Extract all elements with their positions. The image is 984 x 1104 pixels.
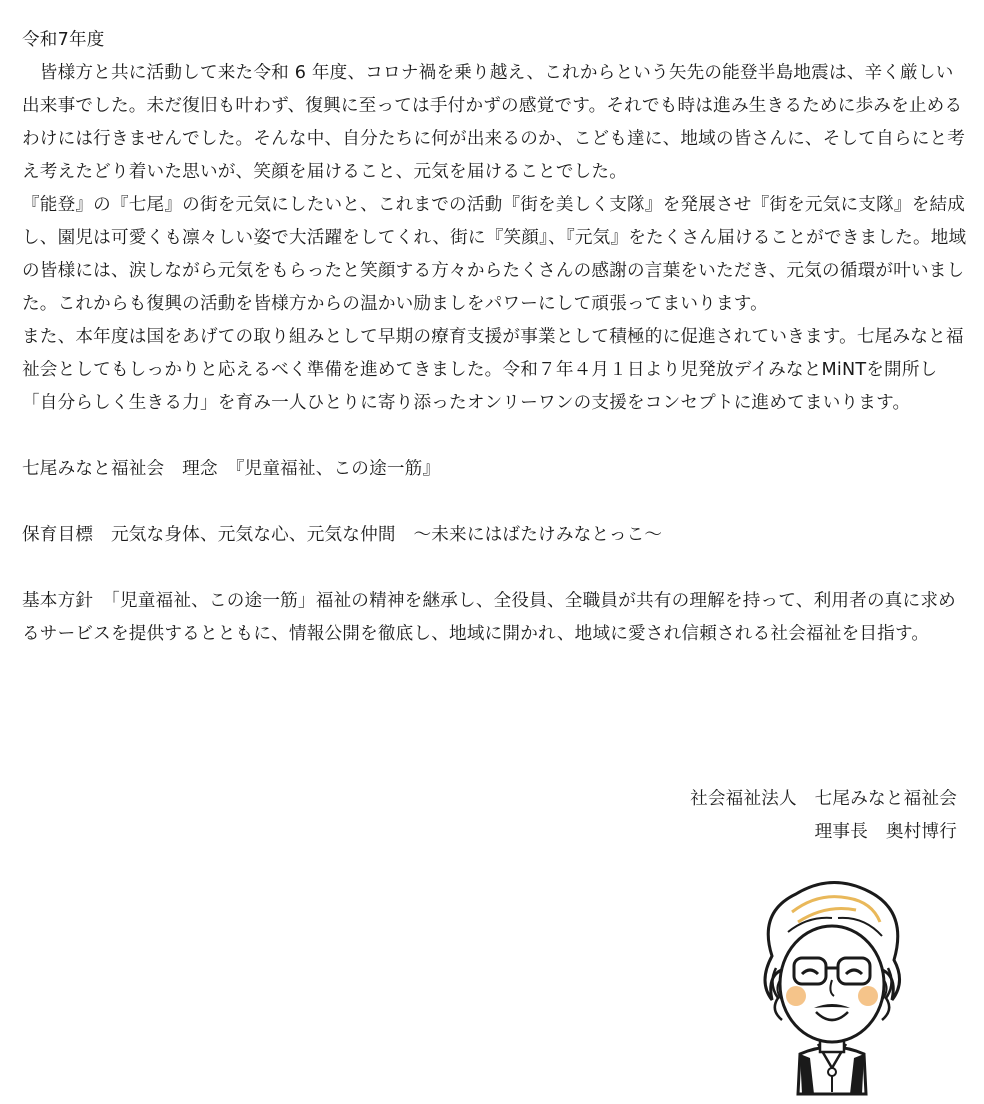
philosophy-line: 七尾みなと福祉会 理念 『児童福祉、この途一筋』 (22, 459, 441, 479)
support-paragraph: また、本年度は国をあげての取り組みとして早期の療育支援が事業として積極的に促進されていきます。七尾みなと福祉会としてもしっかりと応えるべく準備を進めてきました。令和７年４月１日より児発放デイみなとMiNTを開所し「自分らしく生きる力」を育み一人ひとりに寄り添ったオンリーワンの支援をコンセプトに進めてまいります。 (22, 327, 964, 413)
bolo-tie (828, 1068, 836, 1076)
chairman-name: 理事長 奥村博行 (814, 822, 957, 842)
goal-line: 保育目標 元気な身体、元気な心、元気な仲間 ～未来にはばたけみなとっこ～ (22, 525, 663, 545)
spacer (22, 420, 968, 453)
spacer (22, 552, 968, 585)
chairman-portrait-icon (748, 872, 916, 1096)
signature-block (690, 783, 957, 849)
cheek-left (786, 986, 806, 1006)
intro-paragraph: 皆様方と共に活動して来た令和 6 年度、コロナ禍を乗り越え、これからという矢先の能登半島地震は、辛く厳しい出来事でした。未だ復旧も叶わず、復興に至っては手付かずの感覚です。それでも時は進み生きるために歩みを止めるわけには行きませんでした。そんな中、自分たちに何が出来るのか、こども達に、地域の皆さんに、そして自らにと考え考えたどり着いた思いが、笑顔を届けること、元気を届けることでした。 (22, 63, 966, 182)
organization-name: 社会福祉法人 七尾みなと福祉会 (690, 789, 957, 809)
policy-paragraph: 基本方針 「児童福祉、この途一筋」福祉の精神を継承し、全役員、全職員が共有の理解を持って、利用者の真に求めるサービスを提供するとともに、情報公開を徹底し、地域に開かれ、地域に愛され信頼される社会福祉を目指す。 (22, 591, 956, 644)
greeting-document (22, 24, 968, 651)
activity-paragraph: 『能登』の『七尾』の街を元気にしたいと、これまでの活動『街を美しく支隊』を発展させ『街を元気に支隊』を結成し、園児は可愛くも凛々しい姿で大活躍をしてくれ、街に『笑顔』、『元気』をたくさん届けることができました。地域の皆様には、涙しながら元気をもらったと笑顔する方々からたくさんの感謝の言葉をいただき、元気の循環が叶いました。これからも復興の活動を皆様方からの温かい励ましをパワーにして頑張ってまいります。 (22, 195, 967, 314)
face (780, 926, 884, 1042)
cheek-right (858, 986, 878, 1006)
year-heading: 令和7年度 (22, 30, 105, 50)
spacer (22, 486, 968, 519)
